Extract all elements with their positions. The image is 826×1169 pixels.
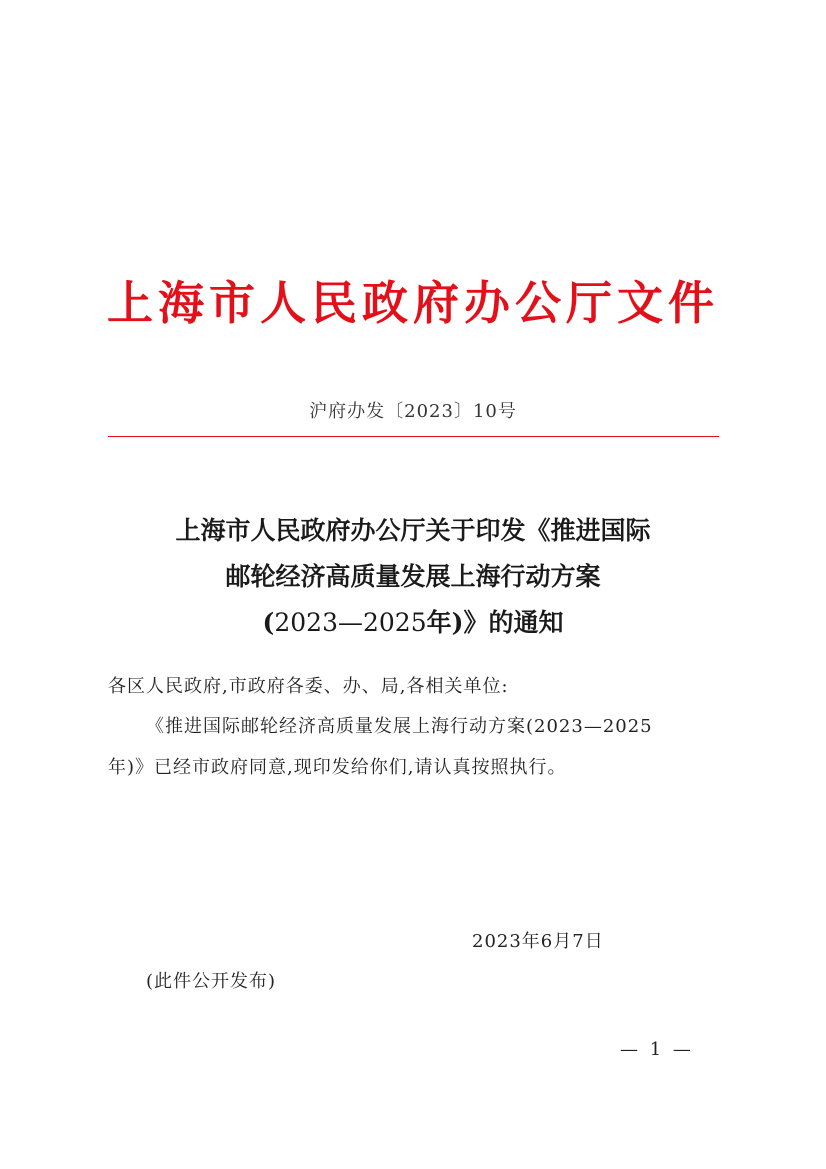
title-line-1: 上海市人民政府办公厅关于印发《推进国际 bbox=[175, 516, 651, 545]
disclosure-note: (此件公开发布) bbox=[146, 971, 277, 992]
body-paragraph-line-1: 《推进国际邮轮经济高质量发展上海行动方案(2023—2025 bbox=[146, 716, 653, 737]
document-number: 沪府办发〔2023〕10号 bbox=[309, 401, 517, 422]
title-line-3-end: 年)》的通知 bbox=[426, 608, 564, 637]
title-line-3 bbox=[100, 600, 726, 646]
issuer-header: 上海市人民政府办公厅文件 bbox=[107, 276, 719, 330]
body-paragraph-line-2: 年)》已经市政府同意,现印发给你们,请认真按照执行。 bbox=[108, 757, 567, 778]
title-line-2: 邮轮经济高质量发展上海行动方案 bbox=[225, 562, 601, 591]
issue-date: 2023年6月7日 bbox=[472, 931, 604, 952]
red-separator-line bbox=[108, 436, 719, 437]
addressee: 各区人民政府,市政府各委、办、局,各相关单位: bbox=[108, 676, 509, 697]
document-title bbox=[100, 508, 726, 646]
page-number: — 1 — bbox=[620, 1039, 691, 1060]
title-open-paren: ( bbox=[262, 608, 275, 637]
title-years: 2023—2025 bbox=[274, 608, 427, 637]
